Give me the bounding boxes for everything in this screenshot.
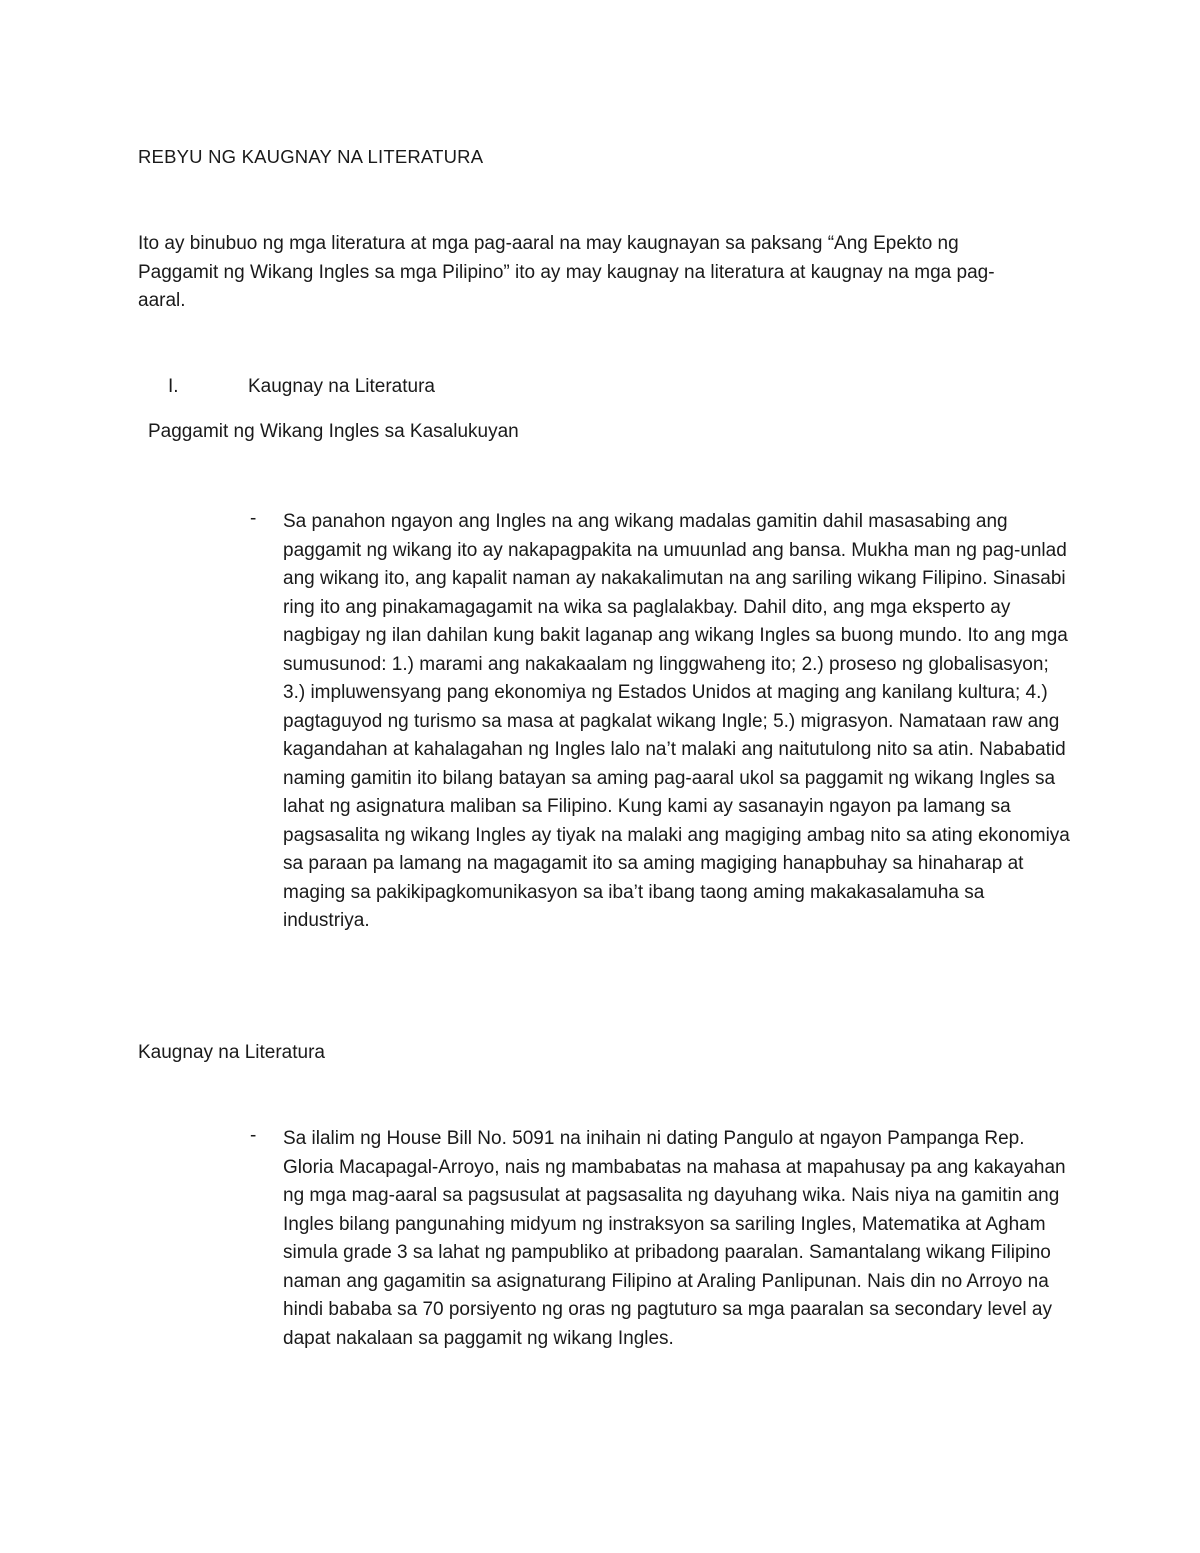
section-heading — [168, 376, 668, 398]
bullet-paragraph: Sa panahon ngayon ang Ingles na ang wikang madalas gamitin dahil masasabing ang paggamit ng wikang ito ay nakapagpakita na umuunlad ang bansa. Mukha man ng pag-unlad ang wikang ito, ang kapalit naman ay nakakalimutan na ang sariling wikang Filipino. Sinasabi ring ito ang pinakamagagamit na wika sa paglalakbay. Dahil dito, ang mga eksperto ay nagbigay ng ilan dahilan kung bakit laganap ang wikang Ingles sa buong mundo. Ito ang mga sumusunod: 1.) marami ang nakakaalam ng linggwaheng ito; 2.) proseso ng globalisasyon; 3.) impluwensyang pang ekonomiya ng Estados Unidos at maging ang kanilang kultura; 4.) pagtaguyod ng turismo sa masa at pagkalat wikang Ingle; 5.) migrasyon. Namataan raw ang kagandahan at kahalagahan ng Ingles lalo na’t malaki ang naitutulong nito sa atin. Nababatid naming gamitin ito bilang batayan sa aming pag-aaral ukol sa paggamit ng wikang Ingles sa lahat ng asignatura maliban sa Filipino. Kung kami ay sasanayin ngayon pa lamang sa pagsasalita ng wikang Ingles ay tiyak na malaki ang magiging ambag nito sa ating ekonomiya sa paraan pa lamang na magagamit ito sa aming magiging hanapbuhay sa hinaharap at maging sa pakikipagkomunikasyon sa iba’t ibang taong aming makakasalamuha sa industriya. — [283, 511, 1070, 931]
section-heading-text: Kaugnay na Literatura — [248, 376, 435, 397]
list-item — [250, 1125, 1070, 1353]
intro-paragraph: Ito ay binubuo ng mga literatura at mga pag-aaral na may kaugnayan sa paksang “Ang Epekto ng Paggamit ng Wikang Ingles sa mga Pilipino” ito ay may kaugnay na literatura at kaugnay na mga pag-aaral. — [138, 233, 995, 311]
document-title: REBYU NG KAUGNAY NA LITERATURA — [138, 146, 484, 167]
bullet-dash: - — [250, 1125, 257, 1146]
section-numeral: I. — [168, 376, 179, 397]
subheading: Paggamit ng Wikang Ingles sa Kasalukuyan — [148, 421, 519, 442]
bullet-paragraph: Sa ilalim ng House Bill No. 5091 na inihain ni dating Pangulo at ngayon Pampanga Rep. Gloria Macapagal-Arroyo, nais ng mambabatas na mahasa at mapahusay pa ang kakayahan ng mga mag-aaral sa pagsusulat at pagsasalita ng dayuhang wika. Nais niya na gamitin ang Ingles bilang pangunahing midyum ng instraksyon sa sariling Ingles, Matematika at Agham simula grade 3 sa lahat ng pampubliko at pribadong paaralan. Samantalang wikang Filipino naman ang gagamitin sa asignaturang Filipino at Araling Panlipunan. Nais din no Arroyo na hindi bababa sa 70 porsiyento ng oras ng pagtuturo sa mga paaralan sa secondary level ay dapat nakalaan sa paggamit ng wikang Ingles. — [283, 1128, 1066, 1349]
list-item — [250, 508, 1070, 936]
section-heading-2: Kaugnay na Literatura — [138, 1042, 325, 1063]
bullet-dash: - — [250, 508, 257, 529]
